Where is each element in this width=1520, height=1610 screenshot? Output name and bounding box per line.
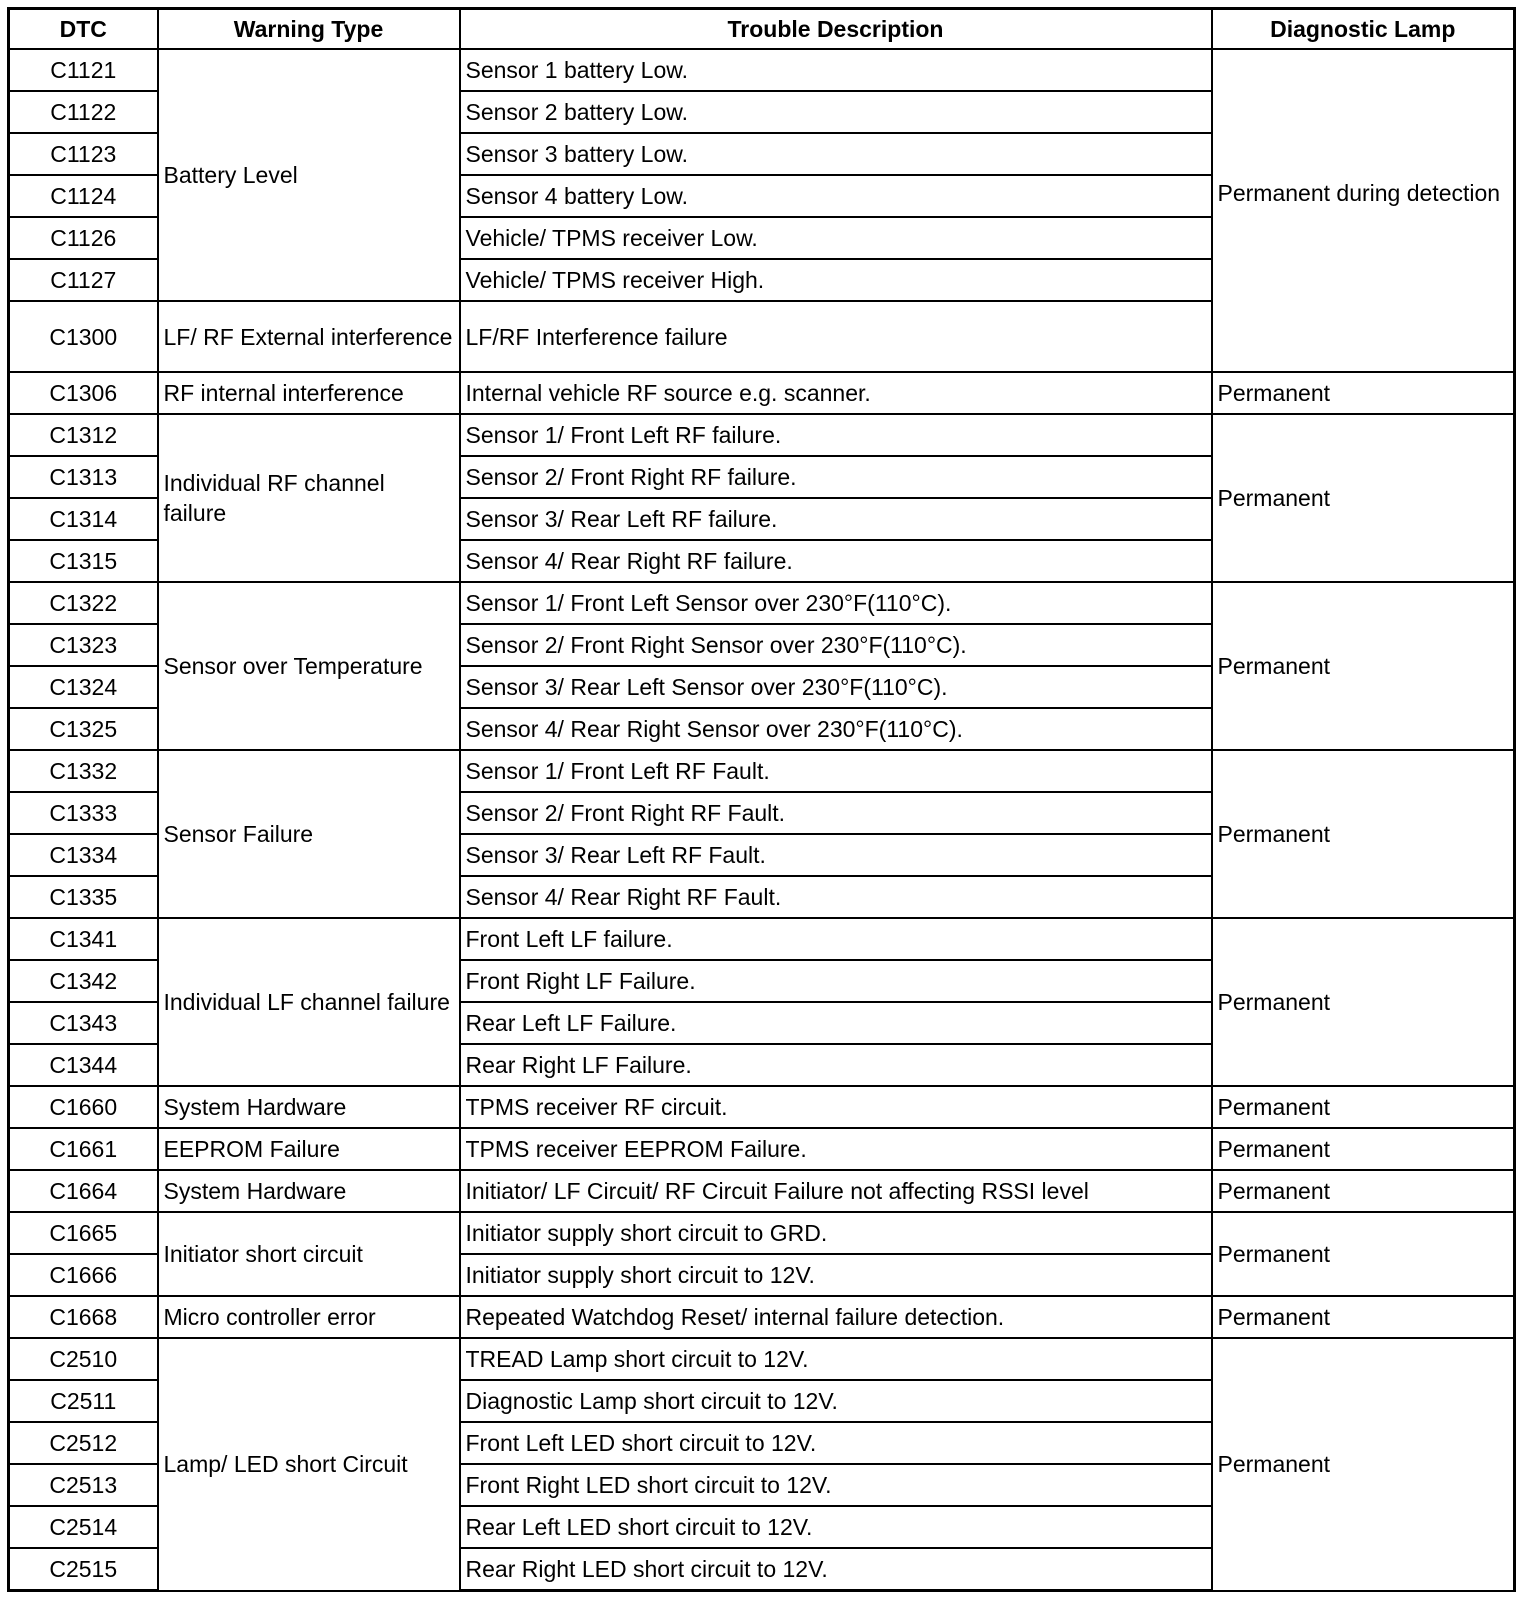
trouble-description: Sensor 1/ Front Left RF Fault. <box>460 750 1212 792</box>
warning-type: EEPROM Failure <box>158 1128 460 1170</box>
dtc-table <box>7 7 1516 1592</box>
dtc-code: C1660 <box>9 1086 158 1128</box>
dtc-code: C2510 <box>9 1338 158 1380</box>
table-row <box>9 372 1515 414</box>
trouble-description: Diagnostic Lamp short circuit to 12V. <box>460 1380 1212 1422</box>
dtc-code: C1668 <box>9 1296 158 1338</box>
dtc-code: C1344 <box>9 1044 158 1086</box>
table-row <box>9 750 1515 792</box>
trouble-description: Front Left LED short circuit to 12V. <box>460 1422 1212 1464</box>
header-trouble-description: Trouble Description <box>460 9 1212 50</box>
diagnostic-lamp: Permanent during detection <box>1212 49 1515 372</box>
trouble-description: Sensor 3/ Rear Left RF failure. <box>460 498 1212 540</box>
dtc-code: C1123 <box>9 133 158 175</box>
diagnostic-lamp: Permanent <box>1212 372 1515 414</box>
table-row <box>9 1338 1515 1380</box>
trouble-description: Repeated Watchdog Reset/ internal failure detection. <box>460 1296 1212 1338</box>
trouble-description: TPMS receiver EEPROM Failure. <box>460 1128 1212 1170</box>
trouble-description: Front Right LED short circuit to 12V. <box>460 1464 1212 1506</box>
dtc-code: C2514 <box>9 1506 158 1548</box>
trouble-description: Sensor 2 battery Low. <box>460 91 1212 133</box>
trouble-description: Sensor 1/ Front Left Sensor over 230°F(110°C). <box>460 582 1212 624</box>
dtc-code: C1126 <box>9 217 158 259</box>
trouble-description: Sensor 2/ Front Right Sensor over 230°F(110°C). <box>460 624 1212 666</box>
diagnostic-lamp: Permanent <box>1212 1170 1515 1212</box>
header-row <box>9 9 1515 50</box>
dtc-code: C1343 <box>9 1002 158 1044</box>
warning-type: System Hardware <box>158 1170 460 1212</box>
table-row <box>9 1296 1515 1338</box>
dtc-code: C1122 <box>9 91 158 133</box>
dtc-code: C1341 <box>9 918 158 960</box>
dtc-code: C1334 <box>9 834 158 876</box>
dtc-code: C1127 <box>9 259 158 301</box>
dtc-code: C1332 <box>9 750 158 792</box>
trouble-description: Sensor 3/ Rear Left Sensor over 230°F(110°C). <box>460 666 1212 708</box>
trouble-description: Initiator supply short circuit to GRD. <box>460 1212 1212 1254</box>
dtc-code: C1665 <box>9 1212 158 1254</box>
table-row <box>9 1212 1515 1254</box>
warning-type: Individual RF channel failure <box>158 414 460 582</box>
dtc-code: C1314 <box>9 498 158 540</box>
trouble-description: Sensor 2/ Front Right RF failure. <box>460 456 1212 498</box>
warning-type: Sensor over Temperature <box>158 582 460 750</box>
diagnostic-lamp: Permanent <box>1212 582 1515 750</box>
dtc-code: C1666 <box>9 1254 158 1296</box>
trouble-description: Vehicle/ TPMS receiver Low. <box>460 217 1212 259</box>
dtc-code: C1306 <box>9 372 158 414</box>
table-row <box>9 1086 1515 1128</box>
diagnostic-lamp: Permanent <box>1212 1086 1515 1128</box>
trouble-description: Rear Left LF Failure. <box>460 1002 1212 1044</box>
trouble-description: Sensor 3 battery Low. <box>460 133 1212 175</box>
warning-type: System Hardware <box>158 1086 460 1128</box>
dtc-code: C1664 <box>9 1170 158 1212</box>
trouble-description: Sensor 2/ Front Right RF Fault. <box>460 792 1212 834</box>
trouble-description: Sensor 1/ Front Left RF failure. <box>460 414 1212 456</box>
dtc-code: C1124 <box>9 175 158 217</box>
warning-type: Lamp/ LED short Circuit <box>158 1338 460 1591</box>
trouble-description: Rear Right LED short circuit to 12V. <box>460 1548 1212 1591</box>
dtc-code: C1325 <box>9 708 158 750</box>
diagnostic-lamp: Permanent <box>1212 750 1515 918</box>
header-warning-type: Warning Type <box>158 9 460 50</box>
dtc-code: C1322 <box>9 582 158 624</box>
warning-type: Individual LF channel failure <box>158 918 460 1086</box>
dtc-code: C1324 <box>9 666 158 708</box>
table-row <box>9 582 1515 624</box>
dtc-code: C2512 <box>9 1422 158 1464</box>
header-diagnostic-lamp: Diagnostic Lamp <box>1212 9 1515 50</box>
trouble-description: Initiator supply short circuit to 12V. <box>460 1254 1212 1296</box>
warning-type: Initiator short circuit <box>158 1212 460 1296</box>
dtc-code: C1333 <box>9 792 158 834</box>
diagnostic-lamp: Permanent <box>1212 918 1515 1086</box>
trouble-description: Front Left LF failure. <box>460 918 1212 960</box>
trouble-description: Vehicle/ TPMS receiver High. <box>460 259 1212 301</box>
table-row <box>9 1128 1515 1170</box>
warning-type: RF internal interference <box>158 372 460 414</box>
trouble-description: Internal vehicle RF source e.g. scanner. <box>460 372 1212 414</box>
trouble-description: Sensor 1 battery Low. <box>460 49 1212 91</box>
trouble-description: Sensor 3/ Rear Left RF Fault. <box>460 834 1212 876</box>
dtc-code: C2515 <box>9 1548 158 1591</box>
dtc-code: C1335 <box>9 876 158 918</box>
table-row <box>9 414 1515 456</box>
dtc-code: C1121 <box>9 49 158 91</box>
table-row <box>9 918 1515 960</box>
dtc-code: C1300 <box>9 301 158 372</box>
dtc-code: C1342 <box>9 960 158 1002</box>
trouble-description: Rear Right LF Failure. <box>460 1044 1212 1086</box>
trouble-description: TREAD Lamp short circuit to 12V. <box>460 1338 1212 1380</box>
diagnostic-lamp: Permanent <box>1212 1212 1515 1296</box>
diagnostic-lamp: Permanent <box>1212 1128 1515 1170</box>
warning-type: Battery Level <box>158 49 460 301</box>
trouble-description: Sensor 4/ Rear Right RF Fault. <box>460 876 1212 918</box>
trouble-description: TPMS receiver RF circuit. <box>460 1086 1212 1128</box>
warning-type: LF/ RF External interference <box>158 301 460 372</box>
dtc-code: C1661 <box>9 1128 158 1170</box>
trouble-description: Front Right LF Failure. <box>460 960 1212 1002</box>
header-dtc: DTC <box>9 9 158 50</box>
trouble-description: Sensor 4/ Rear Right Sensor over 230°F(110°C). <box>460 708 1212 750</box>
warning-type: Sensor Failure <box>158 750 460 918</box>
trouble-description: Sensor 4/ Rear Right RF failure. <box>460 540 1212 582</box>
dtc-code: C1312 <box>9 414 158 456</box>
diagnostic-lamp: Permanent <box>1212 1338 1515 1591</box>
dtc-code: C1313 <box>9 456 158 498</box>
trouble-description: Sensor 4 battery Low. <box>460 175 1212 217</box>
trouble-description: LF/RF Interference failure <box>460 301 1212 372</box>
dtc-code: C2513 <box>9 1464 158 1506</box>
table-row <box>9 49 1515 91</box>
diagnostic-lamp: Permanent <box>1212 414 1515 582</box>
trouble-description: Initiator/ LF Circuit/ RF Circuit Failure not affecting RSSI level <box>460 1170 1212 1212</box>
dtc-code: C2511 <box>9 1380 158 1422</box>
dtc-code: C1315 <box>9 540 158 582</box>
table-row <box>9 1170 1515 1212</box>
dtc-code: C1323 <box>9 624 158 666</box>
diagnostic-lamp: Permanent <box>1212 1296 1515 1338</box>
warning-type: Micro controller error <box>158 1296 460 1338</box>
trouble-description: Rear Left LED short circuit to 12V. <box>460 1506 1212 1548</box>
